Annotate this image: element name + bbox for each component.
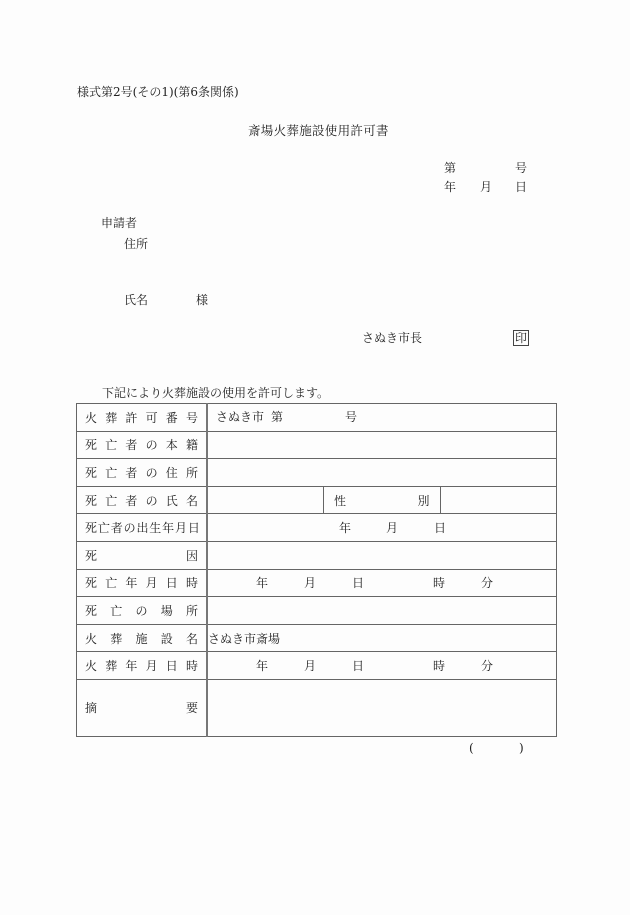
label-cell <box>77 459 208 487</box>
date-month: 月 <box>480 180 493 194</box>
label-cell <box>77 679 208 736</box>
row-label: 摘 要 <box>85 701 198 716</box>
number-dai: 第 <box>444 161 457 175</box>
form-code: 様式第2号(その1)(第6条関係) <box>77 85 239 99</box>
footer-paren-open: ( <box>469 741 474 755</box>
cremation-datetime-field[interactable]: 年 月 日 時 分 <box>207 652 557 680</box>
birth-date-field[interactable]: 年 月 日 <box>207 514 557 542</box>
row-label: 死 亡 者 の 出 生 年 月 日 <box>85 521 200 536</box>
table-row <box>77 569 557 597</box>
applicant-label: 申請者 <box>101 216 138 230</box>
gender-field[interactable] <box>440 486 557 514</box>
intro-text: 下記により火葬施設の使用を許可します。 <box>102 386 330 400</box>
honorific: 様 <box>196 293 209 307</box>
permit-number-field[interactable]: さぬき市 第 号 <box>207 404 557 432</box>
name-label: 氏名 <box>124 293 149 307</box>
table-row <box>77 624 557 652</box>
table-row <box>77 597 557 625</box>
gender-label: 性 別 <box>334 493 430 508</box>
gender-label-cell <box>324 486 441 514</box>
number-go: 号 <box>515 161 528 175</box>
seal-mark: 印 <box>515 331 528 345</box>
label-cell <box>77 431 208 459</box>
table-row <box>77 431 557 459</box>
date-day: 日 <box>515 180 528 194</box>
permit-table <box>76 403 557 737</box>
row-label: 死 亡 者 の 住 所 <box>85 465 198 480</box>
label-cell <box>77 404 208 432</box>
label-cell <box>77 597 208 625</box>
footer-paren-close: ) <box>519 741 524 755</box>
table-row <box>77 652 557 680</box>
table-row <box>77 514 557 542</box>
facility-name-value: さぬき市斎場 <box>207 624 557 652</box>
label-cell <box>77 652 208 680</box>
deceased-address-field[interactable] <box>207 459 557 487</box>
label-cell <box>77 541 208 569</box>
label-cell <box>77 569 208 597</box>
table-row <box>77 459 557 487</box>
date-year: 年 <box>444 180 457 194</box>
row-label: 火 葬 許 可 番 号 <box>85 410 198 425</box>
address-label: 住所 <box>124 237 149 251</box>
deceased-name-field[interactable] <box>207 486 324 514</box>
summary-field[interactable] <box>207 679 557 736</box>
row-label: 死 亡 者 の 氏 名 <box>85 493 198 508</box>
table-row <box>77 679 557 736</box>
row-label: 死 因 <box>85 548 198 563</box>
row-label: 死 亡 者 の 本 籍 <box>85 438 198 453</box>
table-row <box>77 486 557 514</box>
label-cell <box>77 514 208 542</box>
label-cell <box>77 624 208 652</box>
row-label: 火 葬 年 月 日 時 <box>85 659 198 674</box>
label-cell <box>77 486 208 514</box>
table-row <box>77 541 557 569</box>
document-title: 斎場火葬施設使用許可書 <box>248 123 389 138</box>
issuer-name: さぬき市長 <box>362 331 423 345</box>
death-datetime-field[interactable]: 年 月 日 時 分 <box>207 569 557 597</box>
row-label: 死 亡 の 場 所 <box>85 603 198 618</box>
cause-of-death-field[interactable] <box>207 541 557 569</box>
row-label: 死 亡 年 月 日 時 <box>85 576 198 591</box>
place-of-death-field[interactable] <box>207 597 557 625</box>
row-label: 火 葬 施 設 名 <box>85 631 198 646</box>
domicile-field[interactable] <box>207 431 557 459</box>
table-row <box>77 404 557 432</box>
